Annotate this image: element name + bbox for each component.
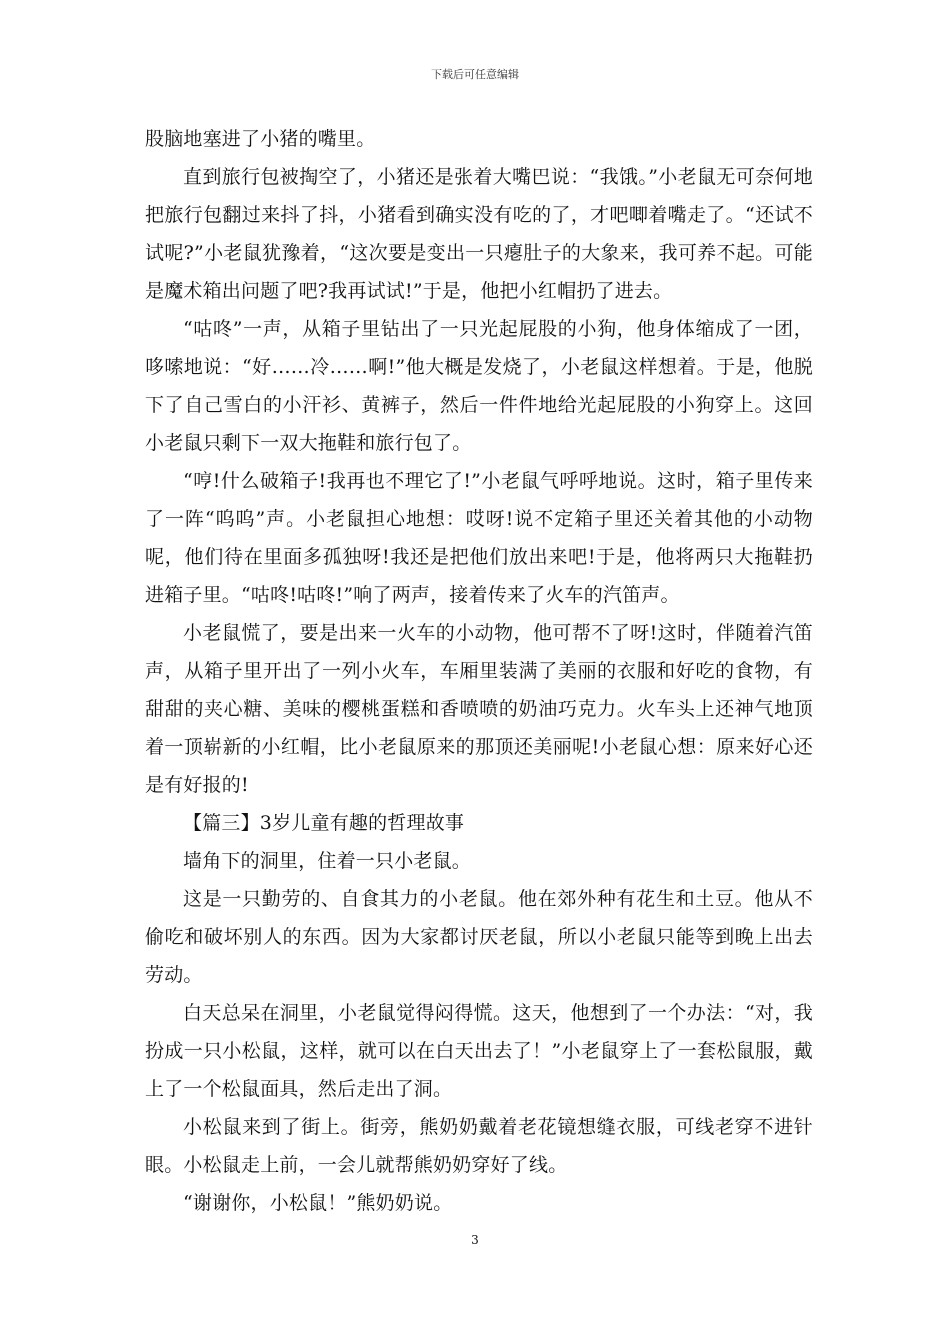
paragraph: “咕咚”一声，从箱子里钻出了一只光起屁股的小狗，他身体缩成了一团，哆嗦地说：“好……冷……啊!”他大概是发烧了，小老鼠这样想着。于是，他脱下了自己雪白的小汗衫、黄裤子，然后一件件地给光起屁股的小狗穿上。这回小老鼠只剩下一双大拖鞋和旅行包了。 xyxy=(145,318,813,454)
document-body xyxy=(145,120,813,1222)
page-header: 下载后可任意编辑 xyxy=(431,68,519,81)
paragraph: 墙角下的洞里，住着一只小老鼠。 xyxy=(183,850,472,872)
paragraph: 小老鼠慌了，要是出来一火车的小动物，他可帮不了呀!这时，伴随着汽笛声，从箱子里开出了一列小火车，车厢里装满了美丽的衣服和好吃的食物，有甜甜的夹心糖、美味的樱桃蛋糕和香喷喷的奶油巧克力。火车头上还神气地顶着一顶崭新的小红帽，比小老鼠原来的那顶还美丽呢!小老鼠心想：原来好心还是有好报的! xyxy=(145,622,813,796)
paragraph: 直到旅行包被掏空了，小猪还是张着大嘴巴说：“我饿。”小老鼠无可奈何地把旅行包翻过来抖了抖，小猪看到确实没有吃的了，才吧唧着嘴走了。“还试不试呢?”小老鼠犹豫着，“这次要是变出一只瘪肚子的大象来，我可养不起。可能是魔术箱出问题了吧?我再试试!”于是，他把小红帽扔了进去。 xyxy=(145,166,813,302)
paragraph: 股脑地塞进了小猪的嘴里。 xyxy=(145,128,376,150)
paragraph: 小松鼠来到了街上。街旁，熊奶奶戴着老花镜想缝衣服，可线老穿不进针眼。小松鼠走上前，一会儿就帮熊奶奶穿好了线。 xyxy=(145,1116,813,1176)
paragraph: 这是一只勤劳的、自食其力的小老鼠。他在郊外种有花生和土豆。他从不偷吃和破坏别人的东西。因为大家都讨厌老鼠，所以小老鼠只能等到晚上出去劳动。 xyxy=(145,888,813,986)
page-number: 3 xyxy=(471,1233,479,1247)
paragraph: “哼!什么破箱子!我再也不理它了!”小老鼠气呼呼地说。这时，箱子里传来了一阵“呜呜”声。小老鼠担心地想：哎呀!说不定箱子里还关着其他的小动物呢，他们待在里面多孤独呀!我还是把他们放出来吧!于是，他将两只大拖鞋扔进箱子里。“咕咚!咕咚!”响了两声，接着传来了火车的汽笛声。 xyxy=(145,470,813,606)
paragraph: 白天总呆在洞里，小老鼠觉得闷得慌。这天，他想到了一个办法：“对，我扮成一只小松鼠，这样，就可以在白天出去了！”小老鼠穿上了一套松鼠服，戴上了一个松鼠面具，然后走出了洞。 xyxy=(145,1002,813,1100)
section-heading: 【篇三】3岁儿童有趣的哲理故事 xyxy=(183,812,465,834)
paragraph: “谢谢你，小松鼠！”熊奶奶说。 xyxy=(183,1192,453,1214)
